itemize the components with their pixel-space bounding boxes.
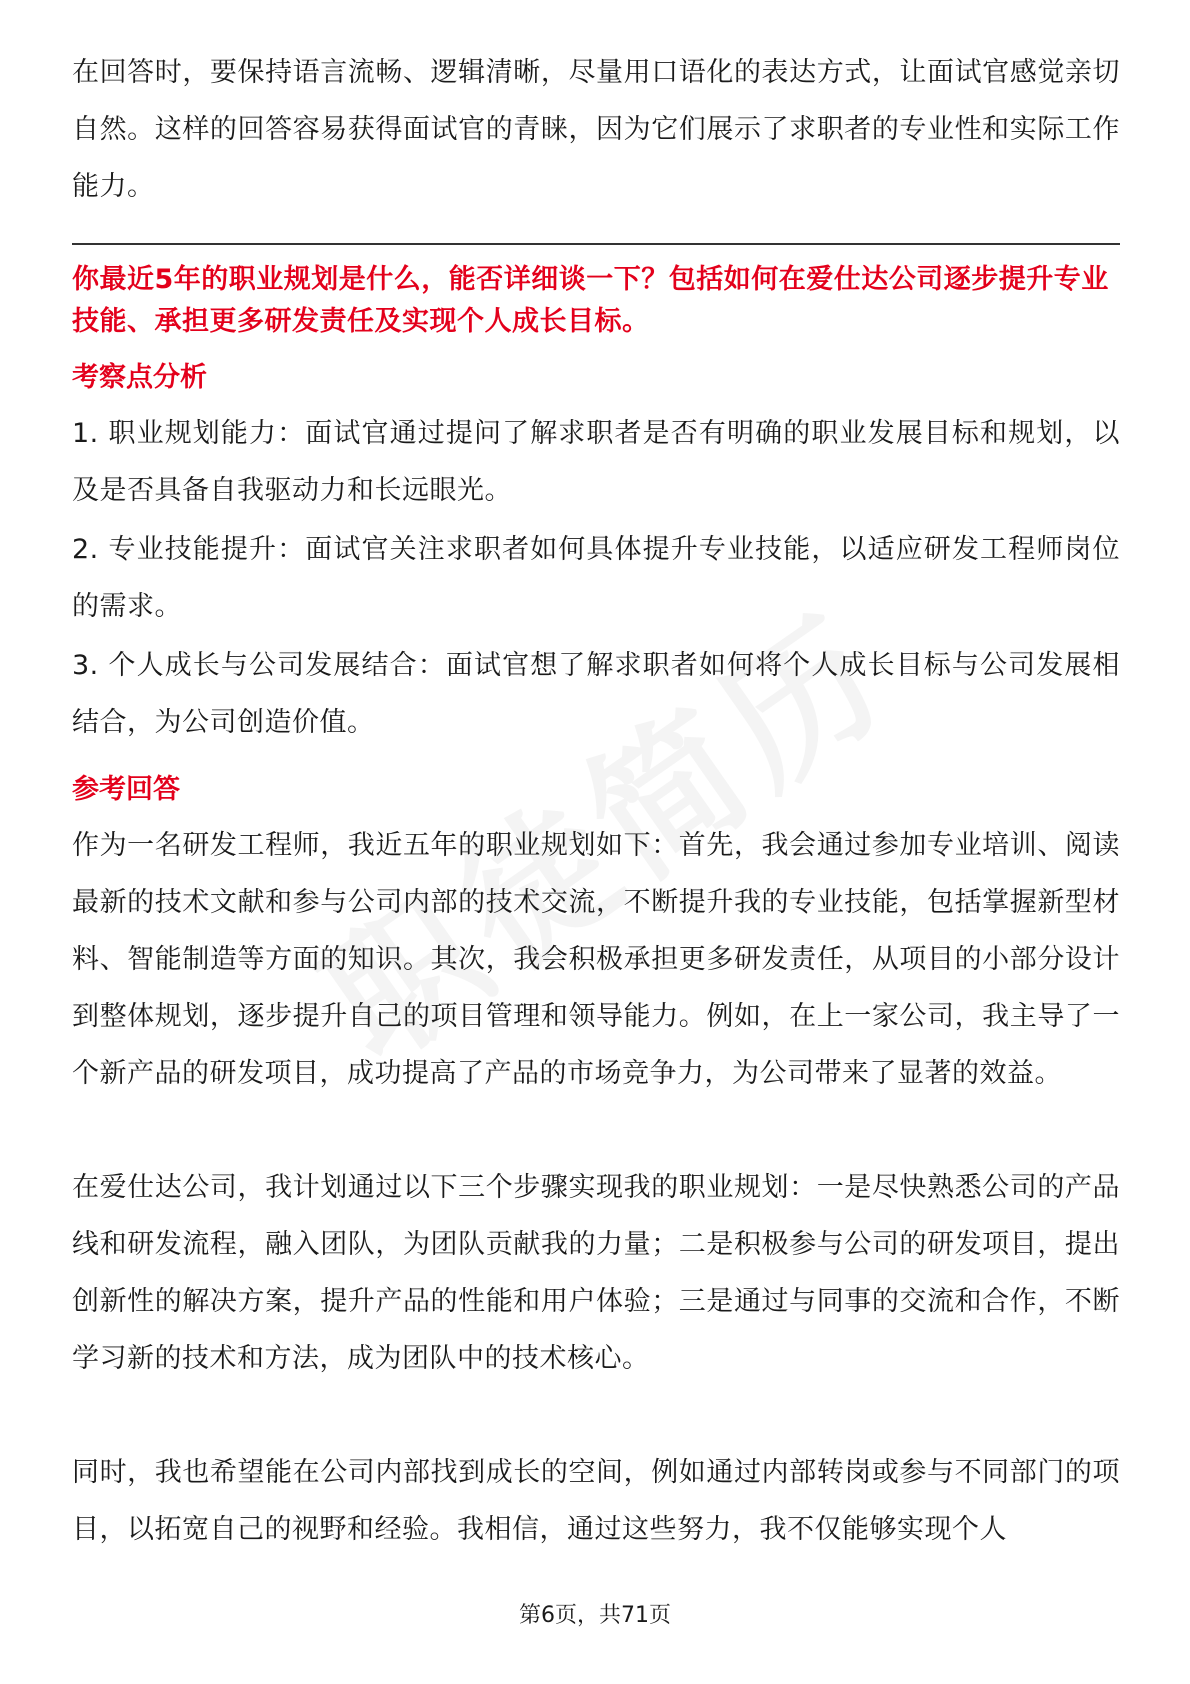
answer-paragraph: 作为一名研发工程师，我近五年的职业规划如下：首先，我会通过参加专业培训、阅读最新的技术文献和参与公司内部的技术交流，不断提升我的专业技能，包括掌握新型材料、智能制造等方面的知识。其次，我会积极承担更多研发责任，从项目的小部分设计到整体规划，逐步提升自己的项目管理和领导能力。例如，在上一家公司，我主导了一个新产品的研发项目，成功提高了产品的市场竞争力，为公司带来了显著的效益。 bbox=[72, 830, 1120, 1089]
answer-heading: 参考回答 bbox=[72, 774, 180, 805]
analysis-item: 3. 个人成长与公司发展结合：面试官想了解求职者如何将个人成长目标与公司发展相结合，为公司创造价值。 bbox=[72, 650, 1120, 738]
intro-paragraph: 在回答时，要保持语言流畅、逻辑清晰，尽量用口语化的表达方式，让面试官感觉亲切自然。这样的回答容易获得面试官的青睐，因为它们展示了求职者的专业性和实际工作能力。 bbox=[72, 57, 1120, 202]
interview-question: 你最近5年的职业规划是什么，能否详细谈一下？包括如何在爱仕达公司逐步提升专业技能、承担更多研发责任及实现个人成长目标。 bbox=[72, 264, 1109, 337]
answer-paragraph: 在爱仕达公司，我计划通过以下三个步骤实现我的职业规划：一是尽快熟悉公司的产品线和研发流程，融入团队，为团队贡献我的力量；二是积极参与公司的研发项目，提出创新性的解决方案，提升产品的性能和用户体验；三是通过与同事的交流和合作，不断学习新的技术和方法，成为团队中的技术核心。 bbox=[72, 1172, 1120, 1374]
answer-paragraph: 同时，我也希望能在公司内部找到成长的空间，例如通过内部转岗或参与不同部门的项目，以拓宽自己的视野和经验。我相信，通过这些努力，我不仅能够实现个人 bbox=[72, 1457, 1120, 1545]
analysis-item: 1. 职业规划能力：面试官通过提问了解求职者是否有明确的职业发展目标和规划，以及是否具备自我驱动力和长远眼光。 bbox=[72, 418, 1120, 506]
page-number: 第6页，共71页 bbox=[519, 1603, 671, 1628]
document-page bbox=[72, 44, 1120, 1558]
analysis-item: 2. 专业技能提升：面试官关注求职者如何具体提升专业技能，以适应研发工程师岗位的需求。 bbox=[72, 534, 1120, 622]
analysis-heading: 考察点分析 bbox=[72, 362, 207, 393]
section-divider bbox=[72, 243, 1120, 245]
